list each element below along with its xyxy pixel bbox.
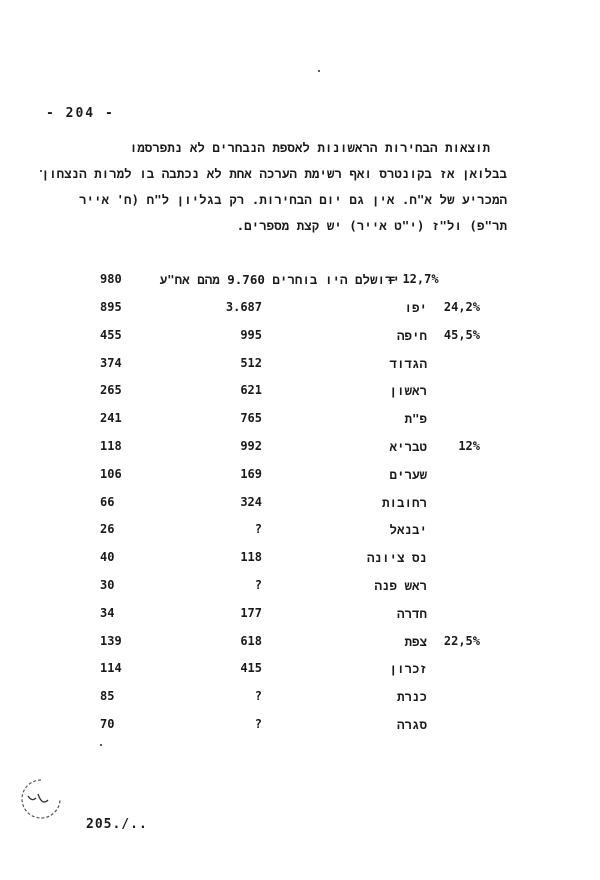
total-voters: ?: [254, 689, 262, 704]
total-voters: 621: [240, 383, 262, 398]
elected-count: 30: [100, 578, 115, 592]
place-name: פ"ת: [404, 411, 427, 427]
paragraph-line: תר"פ) ול"ז (י"ט אייר) יש קצת מספרים.: [236, 218, 507, 233]
total-voters: 3.687: [225, 300, 262, 314]
elected-count: 455: [100, 327, 122, 342]
paragraph-line: בבלואן אז בקונטרס ואף רשימת הערכה אחת לא נכתבה בו למרות הנצחון: [41, 166, 507, 181]
results-row: [0, 606, 600, 630]
place-name: נס ציונה: [366, 550, 427, 566]
results-row: [0, 717, 600, 741]
paragraph-line: תוצאות הבחירות הראשונות לאספת הנבחרים לא נתפרסמו: [129, 140, 490, 155]
next-page-marker: 205./..: [86, 817, 148, 832]
place-name: טבריא: [389, 439, 427, 454]
total-voters: 324: [240, 494, 262, 509]
first-row-text: ירושלם היו בוחרים 9.760 מהם אח"ע: [159, 272, 400, 287]
elected-count: 40: [100, 550, 115, 565]
elected-count: 265: [100, 383, 122, 398]
percentage: 22,5%: [443, 633, 480, 648]
elected-count: 114: [100, 661, 122, 676]
percentage: = 12,7%: [388, 272, 439, 286]
ink-speck: [100, 744, 102, 746]
place-name: זכרון: [389, 661, 427, 677]
elected-count: 895: [100, 300, 122, 314]
place-name: יבנאל: [389, 522, 427, 538]
results-row: [0, 439, 600, 463]
paragraph-line: המכריע של א"ח. אין גם יום הבחירות. רק בגליון ל"ח (ח' אייר: [79, 192, 507, 207]
place-name: שערים: [389, 466, 427, 482]
ink-speck: [318, 70, 320, 72]
results-row: [0, 661, 600, 685]
results-row: [0, 495, 600, 519]
place-name: חיפה: [396, 327, 427, 343]
results-row: [0, 467, 600, 491]
results-row: [0, 356, 600, 380]
total-voters: 118: [240, 550, 262, 565]
total-voters: 512: [240, 355, 262, 370]
percentage: 12%: [458, 439, 480, 453]
total-voters: 995: [240, 327, 262, 342]
place-name: סגרה: [396, 717, 427, 732]
elected-count: 118: [100, 439, 122, 453]
place-name: חדרה: [396, 605, 427, 621]
total-voters: 618: [240, 633, 262, 648]
elected-count: 26: [100, 522, 115, 537]
percentage: 24,2%: [443, 300, 480, 314]
elected-count: 241: [100, 411, 122, 426]
results-row: [0, 550, 600, 574]
total-voters: 765: [240, 411, 262, 426]
place-name: כנרת: [396, 689, 427, 705]
place-name: ראשון: [389, 383, 427, 399]
page-number: - 204 -: [46, 106, 115, 121]
intro-paragraph: [41, 140, 507, 260]
total-voters: 169: [240, 466, 262, 481]
total-voters: ?: [254, 578, 262, 592]
elected-count: 374: [100, 355, 122, 370]
results-row: [0, 411, 600, 435]
archive-stamp: [18, 776, 64, 822]
place-name: הגדוד: [389, 355, 427, 371]
total-voters: ?: [254, 717, 262, 731]
place-name: צפת: [404, 633, 427, 649]
elected-count: 85: [100, 689, 115, 704]
total-voters: 415: [240, 661, 262, 676]
elected-count: 34: [100, 605, 115, 620]
place-name: יפו: [404, 300, 427, 315]
results-row-jerusalem: [0, 272, 600, 296]
results-row: [0, 383, 600, 407]
results-row: [0, 522, 600, 546]
results-row: [0, 578, 600, 602]
place-name: ראש פנה: [374, 578, 427, 593]
elected-count: 139: [100, 633, 122, 648]
total-voters: ?: [254, 522, 262, 537]
results-row: [0, 634, 600, 658]
elected-count: 70: [100, 717, 115, 731]
percentage: 45,5%: [443, 327, 480, 342]
results-row: [0, 328, 600, 352]
elected-count: 66: [100, 494, 115, 509]
place-name: רחובות: [381, 494, 427, 510]
results-row: [0, 300, 600, 324]
total-voters: 177: [240, 605, 262, 620]
results-row: [0, 689, 600, 713]
elected-count: 106: [100, 466, 122, 481]
total-voters: 992: [240, 439, 262, 453]
elected-count: 980: [100, 272, 122, 286]
